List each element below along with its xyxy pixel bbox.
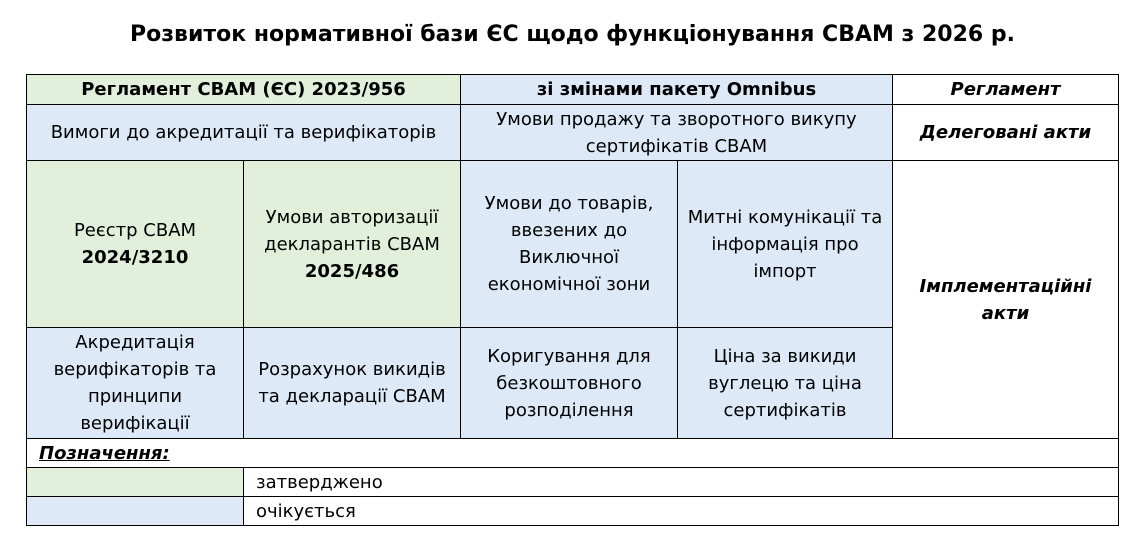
cell-emissions-calculation: Розрахунок викидів та декларації CBAM bbox=[244, 328, 461, 439]
legend-pending-row bbox=[27, 497, 1119, 526]
cell-verifier-accreditation: Акредитація верифікаторів та принципи верифікації bbox=[27, 328, 244, 439]
legend-pending-label: очікується bbox=[244, 497, 1119, 526]
legend-pending-swatch bbox=[27, 497, 244, 526]
header-row bbox=[27, 75, 1119, 105]
cell-cbam-registry bbox=[27, 161, 244, 328]
cell-customs-communication: Митні комунікації та інформація про імпорт bbox=[678, 161, 893, 328]
cell-carbon-price: Ціна за викиди вуглецю та ціна сертифікатів bbox=[678, 328, 893, 439]
cell-free-allocation-adjustment: Коригування для безкоштовного розподілення bbox=[461, 328, 678, 439]
cell-eez-goods: Умови до товарів, ввезених до Виключної економічної зони bbox=[461, 161, 678, 328]
label-implementing-acts: Імплементаційні акти bbox=[893, 161, 1119, 439]
cell-certificate-sale: Умови продажу та зворотного викупу сертифікатів CBAM bbox=[461, 105, 893, 161]
regulation-table bbox=[26, 74, 1119, 526]
legend-approved-label: затверджено bbox=[244, 468, 1119, 497]
cell-declarant-authorisation bbox=[244, 161, 461, 328]
delegated-row bbox=[27, 105, 1119, 161]
cell-verifier-requirements: Вимоги до акредитації та верифікаторів bbox=[27, 105, 461, 161]
header-omnibus: зі змінами пакету Omnibus bbox=[461, 75, 893, 105]
header-regulation: Регламент bbox=[893, 75, 1119, 105]
header-cbam-regulation: Регламент CBAM (ЄС) 2023/956 bbox=[27, 75, 461, 105]
legend-heading-row bbox=[27, 439, 1119, 468]
legend-approved-row bbox=[27, 468, 1119, 497]
legend-heading: Позначення: bbox=[27, 439, 1119, 468]
declarant-authorisation-text: Умови авторизації декларантів CBAM bbox=[264, 206, 440, 255]
cbam-registry-text: Реєстр CBAM bbox=[73, 220, 197, 241]
page-title: Розвиток нормативної бази ЄС щодо функціонування CBAM з 2026 р. bbox=[130, 22, 1015, 47]
declarant-authorisation-number: 2025/486 bbox=[304, 260, 400, 282]
legend-approved-swatch bbox=[27, 468, 244, 497]
implementing-row-1 bbox=[27, 161, 1119, 328]
label-delegated-acts: Делеговані акти bbox=[893, 105, 1119, 161]
cbam-registry-number: 2024/3210 bbox=[81, 247, 189, 268]
